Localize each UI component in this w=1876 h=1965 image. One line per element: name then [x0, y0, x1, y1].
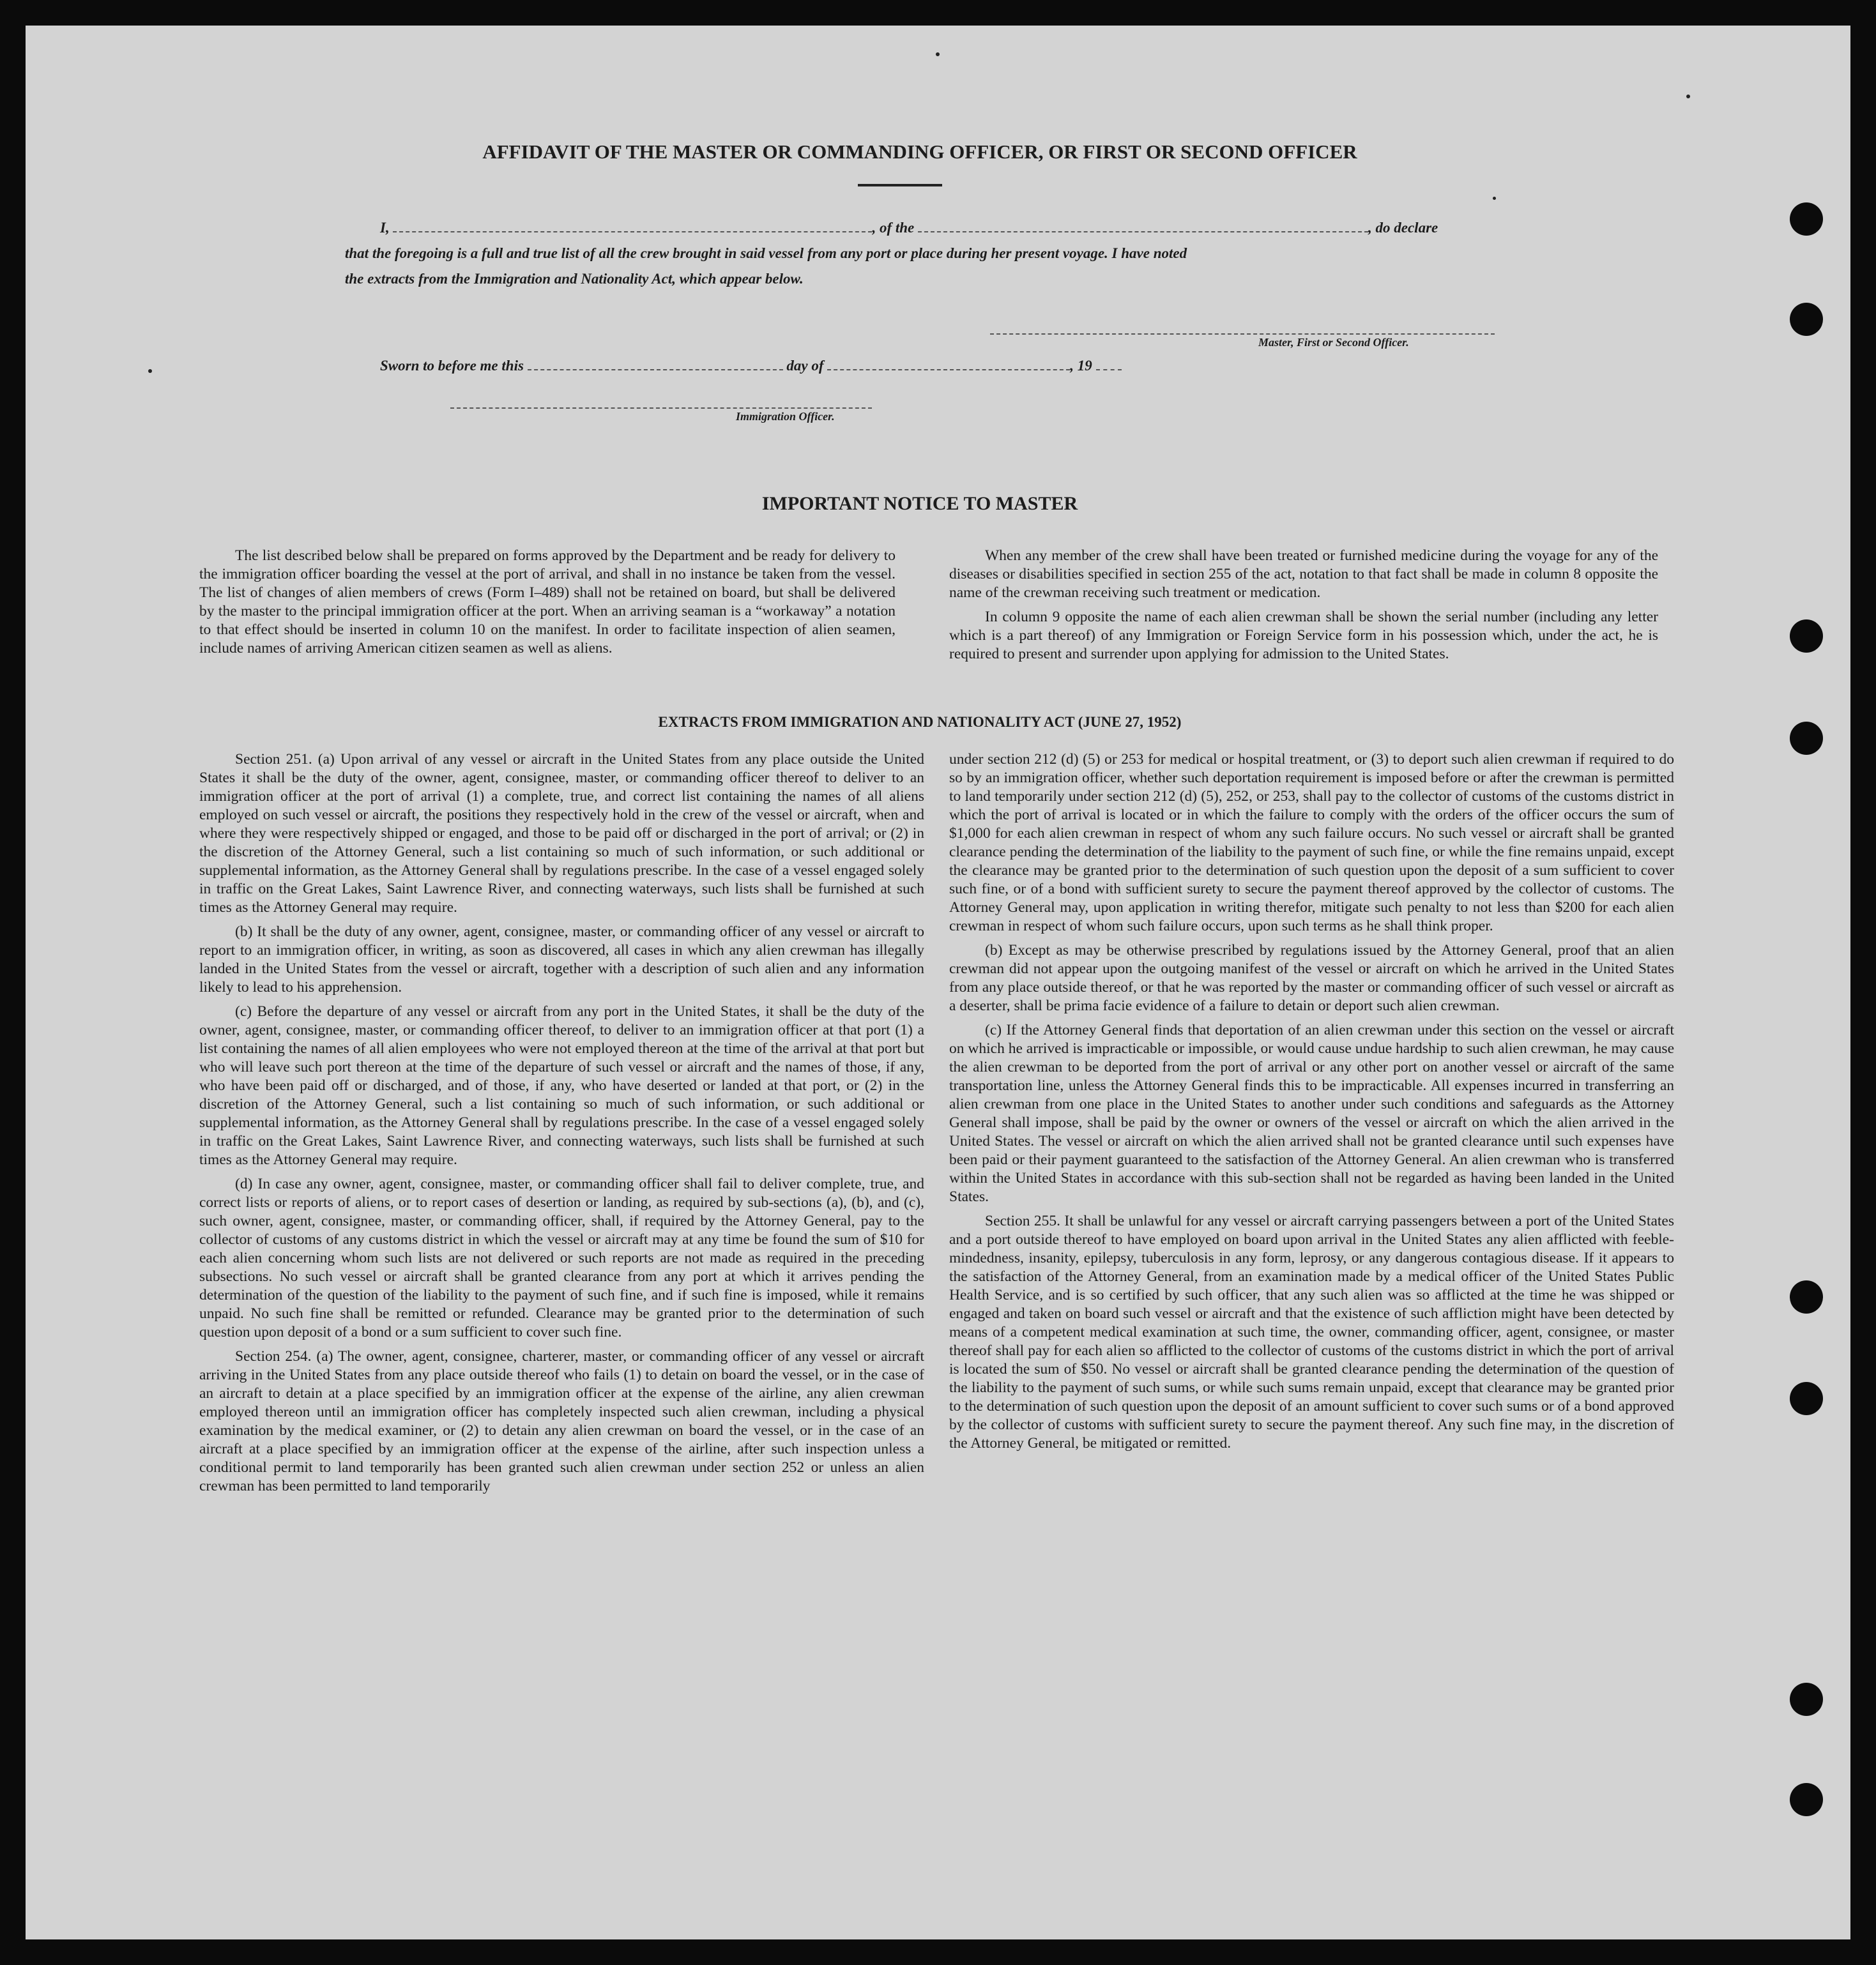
year-prefix: , 19 — [1070, 358, 1092, 374]
sworn-label: Sworn to before me this — [380, 358, 524, 374]
declaration-text-3: the extracts from the Immigration and Nationality Act, which appear below. — [345, 271, 804, 287]
of-the-label: , of the — [872, 220, 915, 236]
punch-hole-4 — [1790, 722, 1823, 755]
section-251c: (c) Before the departure of any vessel or aircraft from any port in the United States, it shall be the duty of the owner, agent, consignee, master, or commanding officer thereof, to deliver to an immigration officer at that port (1) a list containing the names of all alien employees who were not employed thereon at the time of the arrival at that port but who will leave such port thereon at the time of the departure of such vessel or aircraft and the names of those, if any, who have been paid off or discharged, and of those, if any, who have deserted or landed at that port, or (2) in the discretion of the Attorney General, such a list containing so much of such information, or such additional or supplemental information, as the Attorney General shall by regulations prescribe. In the case of a vessel engaged solely in traffic on the Great Lakes, Saint Lawrence River, and connecting waterways, such lists shall be furnished at such times as the Attorney General may require. — [199, 1003, 924, 1168]
do-declare-label: , do declare — [1368, 220, 1438, 236]
punch-hole-1 — [1790, 202, 1823, 236]
section-254c: (c) If the Attorney General finds that deportation of an alien crewman under this section on the vessel or aircraft on which he arrived is impracticable or impossible, or would cause undue hardship to such alien crewman, he may cause the alien crewman to be deported from the port of arrival or any other port on another vessel or aircraft of the same transportation line, unless the Attorney General finds this to be impracticable. All expenses incurred in transferring an alien crewman from one place in the United States to another under such conditions and safeguards as the Attorney General shall impose, shall be paid by the owner or owners of the vessel or aircraft on which the alien arrived in the United States. The vessel or aircraft on which the alien arrived shall not be granted clearance until such expenses have been paid or their payment guaranteed to the satisfaction of the Attorney General. An alien crewman who is transferred within the United States in accordance with this sub-section shall not be regarded as having been landed in the United States. — [949, 1022, 1674, 1205]
punch-hole-8 — [1790, 1783, 1823, 1816]
notice-left-column — [199, 547, 896, 664]
punch-hole-5 — [1790, 1280, 1823, 1314]
speck — [1493, 197, 1496, 200]
sworn-line — [380, 354, 1122, 378]
punch-hole-6 — [1790, 1382, 1823, 1415]
notice-left-paragraph: The list described below shall be prepared on forms approved by the Department and be ready for delivery to the immigration officer boarding the vessel at the port of arrival, and shall in no instance be taken from the vessel. The list of changes of alien members of crews (Form I–489) shall not be retained on board, but shall be delivered by the master to the principal immigration officer at the port. When an arriving seaman is a “workaway” a notation to that effect should be inserted in column 10 on the manifest. In order to facilitate inspection of alien seamen, include names of arriving American citizen seamen as well as aliens. — [199, 547, 896, 656]
extracts-right-column — [949, 750, 1674, 1459]
section-254a: Section 254. (a) The owner, agent, consignee, charterer, master, or commanding officer of any vessel or aircraft arriving in the United States from any place outside thereof who fails (1) to detain on board the vessel, or in the case of an aircraft to detain at a place specified by an immigration officer at the expense of the airline, any alien crewman employed thereon until an immigration officer has completely inspected such alien crewman, including a physical examination by the medical examiner, or (2) to detain any alien crewman on board the vessel, or in the case of an aircraft at a place specified by an immigration officer at the expense of the airline, after such inspection unless a conditional permit to land temporarily has been granted such alien crewman under section 252 or unless an alien crewman has been permitted to land temporarily — [199, 1348, 924, 1494]
section-254a-continued: under section 212 (d) (5) or 253 for medical or hospital treatment, or (3) to deport such alien crewman if required to do so by an immigration officer, whether such deportation requirement is imposed before or after the crewman is permitted to land temporarily under section 212 (d) (5), 252, or 253, shall pay to the collector of customs of the customs district in which the port of arrival is located or in which the failure to comply with the orders of the officer occurs the sum of $1,000 for each alien crewman in respect of whom any such failure occurs. No such vessel or aircraft shall be granted clearance pending the determination of the liability to the payment of such fine, or while the fine remains unpaid, except the clearance may be granted prior to the determination of such question upon the deposit of a sum sufficient to cover such fine, or of a bond with sufficient surety to secure the payment thereof approved by the collector of customs. The Attorney General may, upon application in writing therefor, mitigate such penalty to not less than $200 for each alien crewman in respect of whom such failure occurs, upon such terms as he shall think proper. — [949, 751, 1674, 934]
notice-right-paragraph-2: In column 9 opposite the name of each alien crewman shall be shown the serial number (including any letter which is a part thereof) of any Immigration or Foreign Service form in his possession which, under the act, he is required to present and surrender upon applying for admission to the United States. — [949, 609, 1658, 662]
master-signature-line[interactable] — [990, 333, 1495, 335]
vessel-name-field[interactable] — [918, 231, 1368, 232]
section-251a: Section 251. (a) Upon arrival of any vessel or aircraft in the United States from any place outside the United States it shall be the duty of the owner, agent, consignee, master, or commanding officer thereof to deliver to an immigration officer at the port of arrival (1) a complete, true, and correct list containing the names of all aliens employed on such vessel or aircraft, the positions they respectively hold in the crew of the vessel or aircraft, when and where they were respectively shipped or engaged, and those to be paid off or discharged in the port of arrival; or (2) in the discretion of the Attorney General, such a list containing so much of such information, or such additional or supplemental information, as the Attorney General shall by regulations prescribe. In the case of a vessel engaged solely in traffic on the Great Lakes, Saint Lawrence River, and connecting waterways, such lists shall be furnished at such times as the Attorney General may require. — [199, 751, 924, 916]
document-sheet — [26, 26, 1850, 1939]
punch-hole-7 — [1790, 1683, 1823, 1716]
notice-right-column — [949, 547, 1658, 669]
affidavit-title: AFFIDAVIT OF THE MASTER OR COMMANDING OFFICER, OR FIRST OR SECOND OFFICER — [482, 140, 1357, 163]
speck — [936, 52, 940, 56]
day-of-label: day of — [786, 358, 824, 374]
sworn-day-field[interactable] — [528, 369, 783, 370]
speck — [1686, 95, 1690, 98]
section-251b: (b) It shall be the duty of any owner, agent, consignee, master, or commanding officer of any vessel or aircraft to report to an immigration officer, in writing, as soon as discovered, all cases in which any alien crewman has illegally landed in the United States from the vessel or aircraft, together with a description of such alien and any information likely to lead to his apprehension. — [199, 923, 924, 996]
title-rule — [858, 184, 942, 186]
section-251d: (d) In case any owner, agent, consignee, master, or commanding officer shall fail to deliver complete, true, and correct lists or reports of aliens, or to report cases of desertion or landing, as required by sub-sections (a), (b), and (c), such owner, agent, consignee, master, or commanding officer, shall, if required by the Attorney General, pay to the collector of customs of any customs district in which the vessel or aircraft may at any time be found the sum of $10 for each alien concerning whom such lists are not delivered or such reports are not made as required in the preceding subsections. No such vessel or aircraft shall be granted clearance from any port at which it arrives pending the determination of the question of the liability to the payment of such fine, and if such fine is imposed, while it remains unpaid. No such fine shall be remitted or refunded. Clearance may be granted prior to the determination of such question upon deposit of a bond or a sum sufficient to cover such fine. — [199, 1176, 924, 1340]
declaration-line — [380, 216, 1438, 240]
declarant-name-field[interactable] — [393, 231, 872, 232]
master-caption: Master, First or Second Officer. — [1258, 336, 1409, 349]
extracts-left-column — [199, 750, 924, 1501]
officer-caption: Immigration Officer. — [736, 410, 835, 423]
section-254b: (b) Except as may be otherwise prescribed by regulations issued by the Attorney General, proof that an alien crewman did not appear upon the outgoing manifest of the vessel or aircraft on which he arrived in the United States from any place outside thereof, or that he was reported by the master or commanding officer of such vessel or aircraft as a deserter, shall be prima facie evidence of a failure to detain or deport such alien crewman. — [949, 942, 1674, 1014]
punch-hole-2 — [1790, 303, 1823, 336]
section-255: Section 255. It shall be unlawful for any vessel or aircraft carrying passengers between a port of the United States and a port outside thereof to have employed on board upon arrival in the United States any alien afflicted with feeble-mindedness, insanity, epilepsy, tuberculosis in any form, leprosy, or any dangerous contagious disease. If it appears to the satisfaction of the Attorney General, from an examination made by a medical officer of the United States Public Health Service, and is so certified by such officer, that any such alien was so afflicted at the time he was shipped or engaged and taken on board such vessel or aircraft and that the existence of such affliction might have been detected by means of a competent medical examination at such time, the owner, commanding officer, agent, consignee, or master thereof shall pay for each alien so afflicted to the collector of customs of the customs district in which the port of arrival is located the sum of $50. No vessel or aircraft shall be granted clearance pending the determination of the question of the liability to the payment of such sums, or while such sums remain unpaid, except that clearance may be granted prior to the determination of such question upon the deposit of an amount sufficient to cover such sums or of a bond approved by the collector of customs with sufficient surety to secure the payment thereof. Any such fine may, in the discretion of the Attorney General, be mitigated or remitted. — [949, 1213, 1674, 1452]
sworn-month-field[interactable] — [827, 369, 1070, 370]
declaration-text-2: that the foregoing is a full and true list of all the crew brought in said vessel from any port or place during her present voyage. I have noted — [345, 245, 1187, 261]
extracts-title: EXTRACTS FROM IMMIGRATION AND NATIONALITY ACT (JUNE 27, 1952) — [658, 714, 1182, 730]
declarant-prefix: I, — [380, 220, 390, 236]
punch-hole-3 — [1790, 619, 1823, 653]
notice-title: IMPORTANT NOTICE TO MASTER — [761, 493, 1078, 514]
officer-signature-line[interactable] — [450, 407, 872, 409]
sworn-year-field[interactable] — [1096, 369, 1122, 370]
notice-right-paragraph-1: When any member of the crew shall have been treated or furnished medicine during the voyage for any of the diseases or disabilities specified in section 255 of the act, notation to that fact shall be made in column 8 opposite the name of the crewman receiving such treatment or medication. — [949, 547, 1658, 601]
speck — [148, 369, 152, 373]
